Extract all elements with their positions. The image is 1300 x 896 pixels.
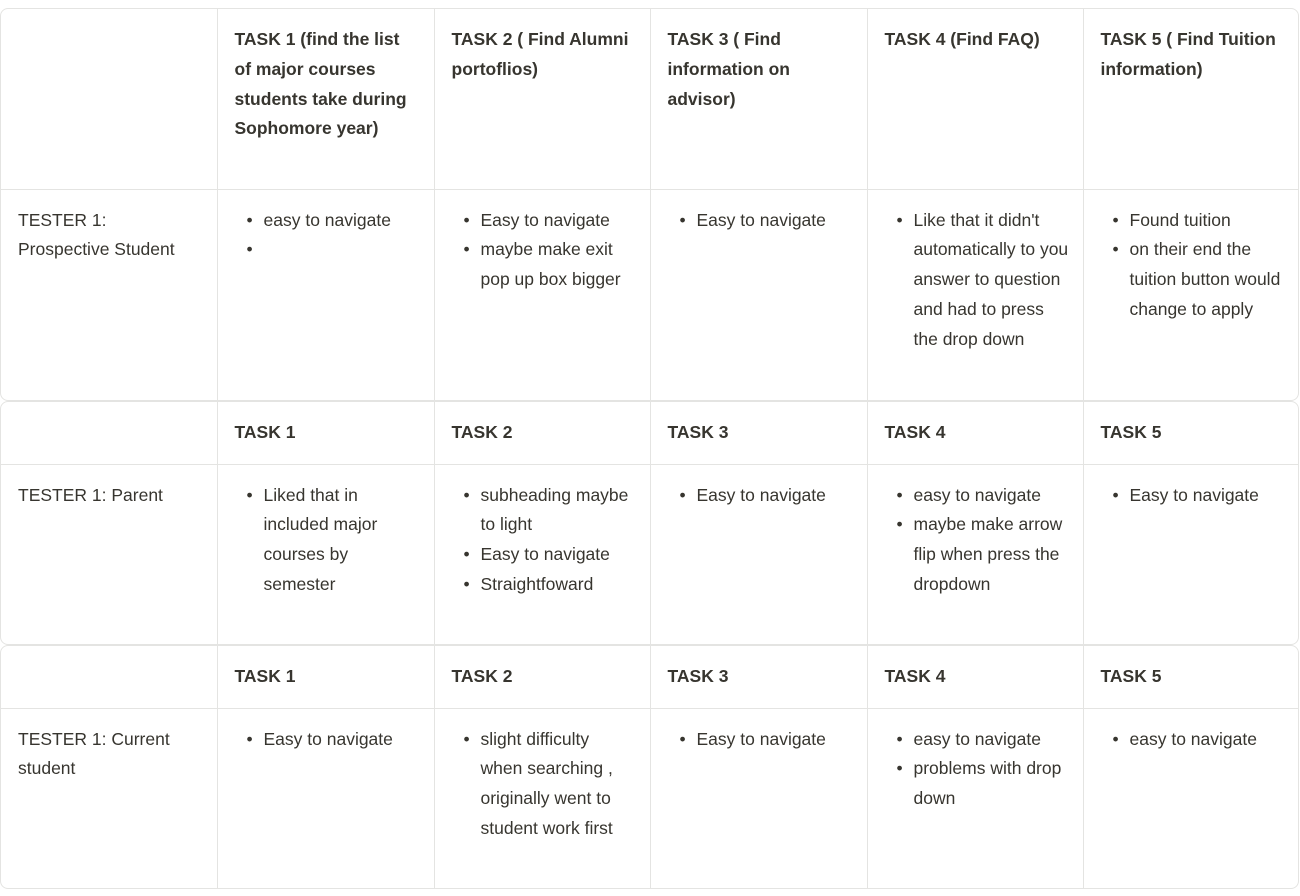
task-5-notes [1083, 464, 1298, 644]
list-item: • problems with drop down [914, 754, 1069, 814]
list-item: • on their end the tuition button would change to apply [1130, 235, 1285, 324]
list-item: • easy to navigate [914, 481, 1069, 511]
task-4-notes [867, 189, 1083, 400]
tester-label: TESTER 1: Prospective Student [1, 189, 217, 400]
header-cell-task-3: TASK 3 [650, 402, 867, 464]
tester-label: TESTER 1: Current student [1, 708, 217, 888]
list-item: • slight difficulty when searching , originally went to student work first [481, 725, 636, 844]
task-1-notes [217, 708, 434, 888]
list-item: • maybe make exit pop up box bigger [481, 235, 636, 295]
feedback-table-parent [0, 401, 1299, 645]
header-cell-task-5: TASK 5 [1083, 402, 1298, 464]
list-item: • Straightfoward [481, 570, 636, 600]
list-item: • Found tuition [1130, 206, 1285, 236]
list-item: • Like that it didn't automatically to you answer to question and had to press the drop down [914, 206, 1069, 355]
feedback-table-current-student [0, 645, 1299, 889]
task-1-notes [217, 464, 434, 644]
table-row [1, 464, 1298, 644]
header-cell-task-1: TASK 1 [217, 646, 434, 708]
task-1-notes [217, 189, 434, 400]
header-cell-task-3: TASK 3 ( Find information on advisor) [650, 9, 867, 189]
header-cell-task-4: TASK 4 [867, 402, 1083, 464]
header-cell-task-2: TASK 2 [434, 646, 650, 708]
header-cell-empty [1, 646, 217, 708]
header-cell-task-2: TASK 2 ( Find Alumni portoflios) [434, 9, 650, 189]
task-5-notes [1083, 708, 1298, 888]
list-item: • Easy to navigate [481, 206, 636, 236]
list-item: • Easy to navigate [697, 725, 853, 755]
task-2-notes [434, 464, 650, 644]
task-2-notes [434, 708, 650, 888]
header-cell-empty [1, 402, 217, 464]
header-cell-empty [1, 9, 217, 189]
list-item: • easy to navigate [914, 725, 1069, 755]
list-item: • Easy to navigate [264, 725, 420, 755]
task-3-notes [650, 189, 867, 400]
list-item: • Easy to navigate [697, 206, 853, 236]
list-item [264, 235, 420, 265]
header-cell-task-2: TASK 2 [434, 402, 650, 464]
header-cell-task-4: TASK 4 [867, 646, 1083, 708]
feedback-table-prospective-student [0, 8, 1299, 401]
list-item: • easy to navigate [264, 206, 420, 236]
tester-label: TESTER 1: Parent [1, 464, 217, 644]
task-5-notes [1083, 189, 1298, 400]
list-item: • maybe make arrow flip when press the dropdown [914, 510, 1069, 599]
header-cell-task-3: TASK 3 [650, 646, 867, 708]
header-cell-task-1: TASK 1 [217, 402, 434, 464]
task-3-notes [650, 708, 867, 888]
task-2-notes [434, 189, 650, 400]
header-cell-task-5: TASK 5 [1083, 646, 1298, 708]
table-row [1, 189, 1298, 400]
table-row [1, 708, 1298, 888]
table-header-row [1, 402, 1298, 464]
header-cell-task-5: TASK 5 ( Find Tuition information) [1083, 9, 1298, 189]
list-item: • subheading maybe to light [481, 481, 636, 541]
list-item: • Easy to navigate [697, 481, 853, 511]
list-item: • Easy to navigate [1130, 481, 1285, 511]
task-3-notes [650, 464, 867, 644]
list-item: • easy to navigate [1130, 725, 1285, 755]
list-item: • Easy to navigate [481, 540, 636, 570]
table-header-row [1, 9, 1298, 189]
header-cell-task-1: TASK 1 (find the list of major courses students take during Sophomore year) [217, 9, 434, 189]
task-4-notes [867, 464, 1083, 644]
task-4-notes [867, 708, 1083, 888]
list-item: • Liked that in included major courses by semester [264, 481, 420, 600]
header-cell-task-4: TASK 4 (Find FAQ) [867, 9, 1083, 189]
table-header-row [1, 646, 1298, 708]
